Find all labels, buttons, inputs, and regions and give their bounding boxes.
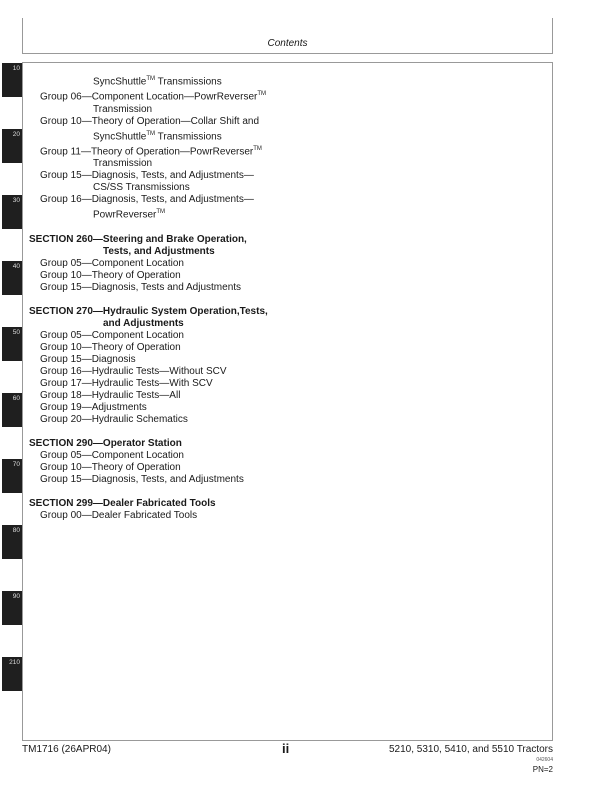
toc-group-entry[interactable]: Group 15—Diagnosis xyxy=(40,353,136,365)
trademark-symbol: TM xyxy=(156,209,166,216)
section-tab-30[interactable]: 30 xyxy=(2,195,22,229)
toc-group-entry[interactable]: Group 10—Theory of Operation xyxy=(40,461,181,473)
section-tab-70[interactable]: 70 xyxy=(2,459,22,493)
section-tab-60[interactable]: 60 xyxy=(2,393,22,427)
toc-continuation: Transmission xyxy=(93,103,153,115)
footer-page-number: ii xyxy=(282,741,290,756)
toc-group-entry[interactable]: Group 16—Hydraulic Tests—Without SCV xyxy=(40,365,227,377)
toc-group-entry[interactable]: Group 10—Theory of Operation xyxy=(40,269,181,281)
section-tab-10[interactable]: 10 xyxy=(2,63,22,97)
trademark-symbol: TM xyxy=(146,76,156,82)
toc-continuation: CS/SS Transmissions xyxy=(93,182,190,194)
toc-group-entry[interactable]: Group 19—Adjustments xyxy=(40,401,147,413)
toc-group-entry[interactable]: Group 00—Dealer Fabricated Tools xyxy=(40,509,198,521)
toc-section-heading[interactable]: SECTION 260—Steering and Brake Operation, xyxy=(29,233,247,245)
section-tab-50[interactable]: 50 xyxy=(2,327,22,361)
footer-code: 042604 xyxy=(536,757,553,763)
toc-continuation: and Adjustments xyxy=(103,317,184,329)
toc-group-entry[interactable]: Group 11—Theory of Operation—PowrReverser™ xyxy=(40,145,262,158)
toc-group-entry[interactable]: Group 16—Diagnosis, Tests, and Adjustments— xyxy=(40,194,254,206)
toc-group-entry[interactable]: Group 05—Component Location xyxy=(40,257,184,269)
section-tab-90[interactable]: 90 xyxy=(2,591,22,625)
section-tab-40[interactable]: 40 xyxy=(2,261,22,295)
page-header xyxy=(22,18,553,54)
table-of-contents xyxy=(29,73,289,522)
toc-group-entry[interactable]: Group 10—Theory of Operation xyxy=(40,341,181,353)
section-tab-20[interactable]: 20 xyxy=(2,129,22,163)
section-tab-80[interactable]: 80 xyxy=(2,525,22,559)
toc-group-entry[interactable]: Group 17—Hydraulic Tests—With SCV xyxy=(40,377,213,389)
toc-group-entry[interactable]: Group 15—Diagnosis, Tests, and Adjustments xyxy=(40,473,244,485)
toc-group-entry[interactable]: Group 06—Component Location—PowrReverser™ xyxy=(40,91,267,103)
footer-doc-id: TM1716 (26APR04) xyxy=(22,744,111,755)
toc-group-entry[interactable]: Group 20—Hydraulic Schematics xyxy=(40,413,188,425)
toc-section-heading[interactable]: SECTION 270—Hydraulic System Operation,Tests, xyxy=(29,305,268,317)
toc-group-entry[interactable]: Group 05—Component Location xyxy=(40,449,184,461)
footer-pn: PN=2 xyxy=(532,765,553,774)
trademark-symbol: TM xyxy=(253,145,262,152)
toc-section-heading[interactable]: SECTION 290—Operator Station xyxy=(29,437,182,449)
toc-section-heading[interactable]: SECTION 299—Dealer Fabricated Tools xyxy=(29,497,216,509)
toc-continuation: Transmission xyxy=(93,158,153,170)
toc-continuation: SyncShuttle™ Transmissions xyxy=(93,130,222,142)
section-tab-210[interactable]: 210 xyxy=(2,657,22,691)
toc-group-entry[interactable]: Group 15—Diagnosis, Tests, and Adjustments— xyxy=(40,170,254,182)
toc-continuation: Tests, and Adjustments xyxy=(103,245,215,257)
trademark-symbol: TM xyxy=(257,91,267,98)
footer-title: 5210, 5310, 5410, and 5510 Tractors xyxy=(388,744,553,755)
toc-group-entry[interactable]: Group 18—Hydraulic Tests—All xyxy=(40,389,181,401)
toc-continuation: PowrReverser™ xyxy=(93,209,166,221)
toc-group-entry[interactable]: Group 05—Component Location xyxy=(40,329,184,341)
header-title: Contents xyxy=(267,38,308,49)
toc-group-entry[interactable]: Group 15—Diagnosis, Tests and Adjustments xyxy=(40,281,242,293)
trademark-symbol: TM xyxy=(146,130,156,137)
toc-group-entry[interactable]: Group 10—Theory of Operation—Collar Shift and xyxy=(40,115,259,127)
toc-continuation: SyncShuttle™ Transmissions xyxy=(93,76,222,88)
